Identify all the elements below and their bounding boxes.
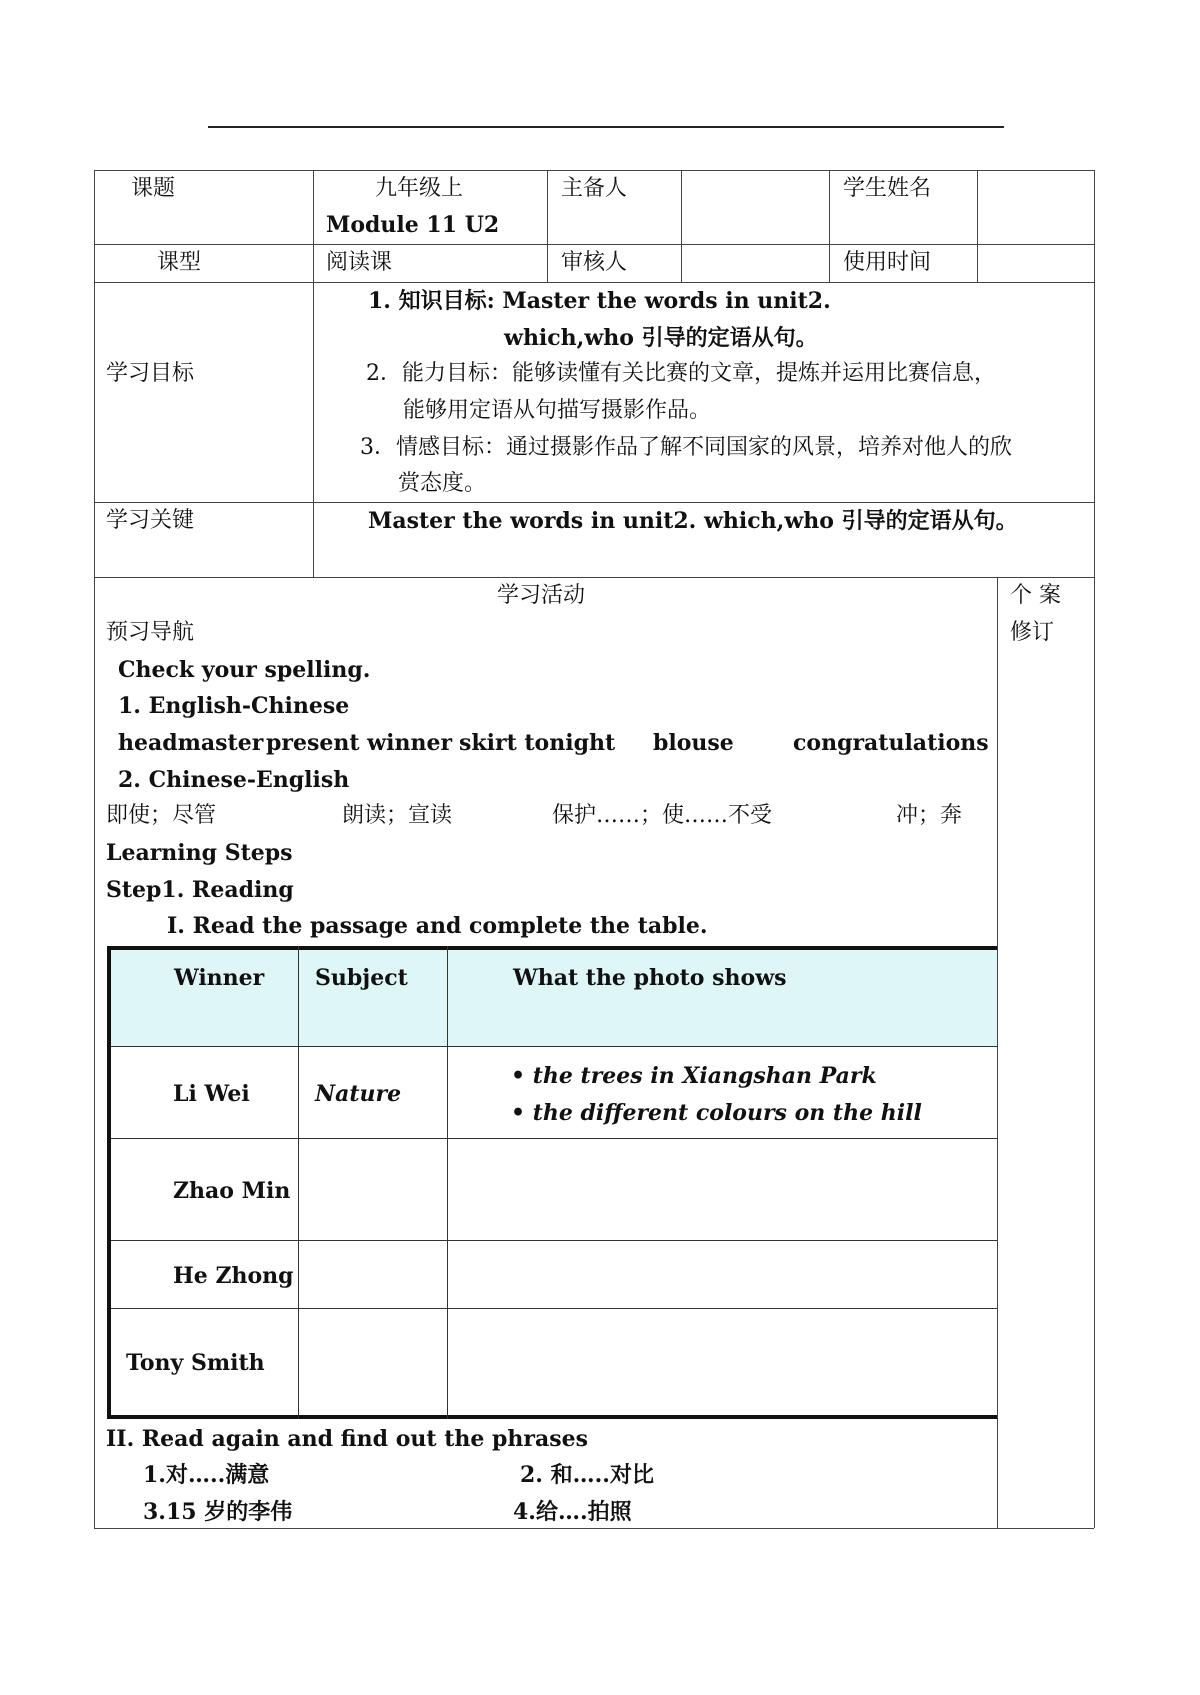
preparer-label: 主备人 bbox=[561, 176, 628, 201]
phrase-item: 4.给….拍照 bbox=[513, 1499, 632, 1525]
phrase-item: 1.对…..满意 bbox=[143, 1462, 270, 1488]
phrase-item: 2. 和…..对比 bbox=[520, 1462, 654, 1488]
step1-heading: Step1. Reading bbox=[106, 877, 294, 903]
vocab-word: headmaster bbox=[118, 730, 264, 756]
preview-heading: 预习导航 bbox=[106, 620, 195, 645]
revision-label-2: 修订 bbox=[1010, 620, 1055, 645]
topic-grade: 九年级上 bbox=[375, 176, 464, 201]
vocab-cn: 朗读；宣读 bbox=[342, 803, 453, 828]
vocab-word: congratulations bbox=[793, 730, 989, 756]
student-name-label: 学生姓名 bbox=[843, 176, 932, 201]
subject-cell: Nature bbox=[315, 1081, 402, 1107]
vocab-cn: 保护……；使……不受 bbox=[552, 803, 773, 828]
objective-line: 2．能力目标：能够读懂有关比赛的文章，提炼并运用比赛信息， bbox=[366, 361, 996, 386]
col-header-photo: What the photo shows bbox=[513, 965, 787, 991]
col-header-subject: Subject bbox=[315, 965, 408, 991]
objective-line: 1. 知识目标: Master the words in unit2. bbox=[368, 288, 831, 314]
activity-title: 学习活动 bbox=[497, 583, 586, 608]
english-chinese-title: 1. English-Chinese bbox=[118, 693, 350, 719]
objective-line: 3．情感目标：通过摄影作品了解不同国家的风景，培养对他人的欣 bbox=[360, 435, 1012, 460]
winner-cell: Li Wei bbox=[173, 1081, 250, 1107]
key-label: 学习关键 bbox=[106, 508, 195, 533]
photo-shows-item: • the different colours on the hill bbox=[511, 1100, 922, 1126]
task1-instruction: I. Read the passage and complete the table. bbox=[167, 913, 708, 939]
key-text: Master the words in unit2. which,who 引导的定语从句。 bbox=[368, 508, 1018, 534]
reviewer-label: 审核人 bbox=[561, 250, 628, 275]
course-type-value: 阅读课 bbox=[326, 250, 393, 275]
winner-cell: He Zhong bbox=[173, 1263, 294, 1289]
objectives-label: 学习目标 bbox=[106, 361, 195, 386]
task2-instruction: II. Read again and find out the phrases bbox=[106, 1426, 589, 1452]
vocab-word: skirt tonight bbox=[459, 730, 616, 756]
vocab-cn: 冲；奔 bbox=[896, 803, 963, 828]
revision-label: 个 案 bbox=[1010, 583, 1061, 608]
col-header-winner: Winner bbox=[174, 965, 265, 991]
objective-line: 赏态度。 bbox=[398, 471, 487, 496]
chinese-english-title: 2. Chinese-English bbox=[118, 767, 350, 793]
check-spelling: Check your spelling. bbox=[118, 657, 371, 683]
objective-line: which,who 引导的定语从句。 bbox=[504, 325, 818, 351]
winner-cell: Tony Smith bbox=[126, 1350, 265, 1376]
course-type-label: 课型 bbox=[157, 250, 202, 275]
vocab-word: present winner bbox=[266, 730, 453, 756]
usage-time-label: 使用时间 bbox=[843, 250, 932, 275]
phrase-item: 3.15 岁的李伟 bbox=[143, 1499, 293, 1525]
vocab-word: blouse bbox=[653, 730, 734, 756]
top-rule bbox=[208, 126, 1004, 128]
objective-line: 能够用定语从句描写摄影作品。 bbox=[403, 398, 712, 423]
vocab-cn: 即使；尽管 bbox=[106, 803, 217, 828]
topic-module: Module 11 U2 bbox=[326, 212, 500, 238]
topic-label: 课题 bbox=[131, 176, 176, 201]
winner-cell: Zhao Min bbox=[173, 1178, 291, 1204]
learning-steps-heading: Learning Steps bbox=[106, 840, 293, 866]
photo-shows-item: • the trees in Xiangshan Park bbox=[511, 1063, 877, 1089]
